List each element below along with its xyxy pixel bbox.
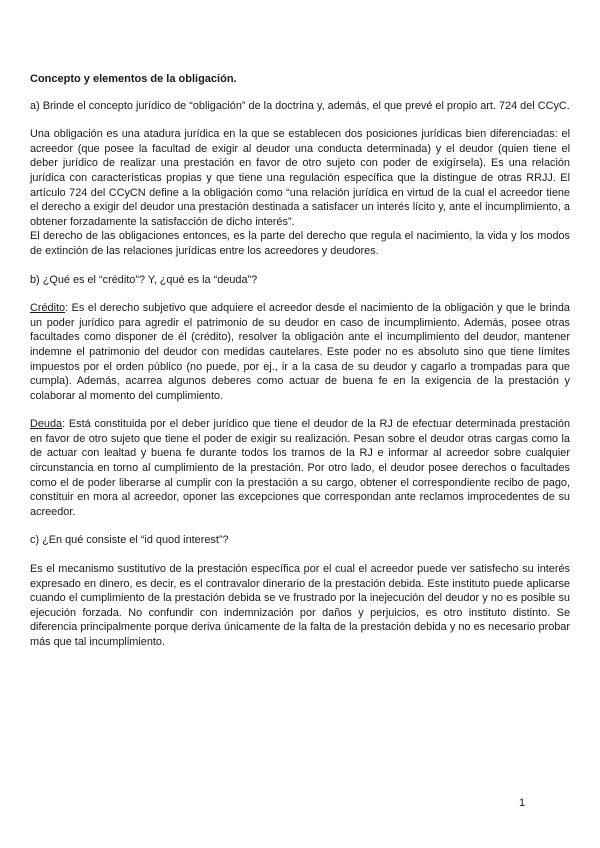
question-b: b) ¿Qué es el “crédito”? Y, ¿qué es la “deuda”? [30, 273, 258, 286]
answer-c-paragraph: Es el mecanismo sustitutivo de la prestación específica por el cual el acreedor puede ver satisfecho su interés expresado en dinero, es decir, es el contravalor dinerario de la prestación debida. Este instituto puede aplicarse cuando el cumplimiento de la prestación debida se ve frustrado por la inejecución del deudor y no es posible su ejecución forzada. No confundir con indemnización por daños y perjuicios, es otro instituto distinto. Se diferencia principalmente porque deriva únicamente de la falta de la prestación debida y no es necesario probar más que tal incumplimiento. [30, 563, 570, 648]
question-c: c) ¿En qué consiste el “id quod interest”? [30, 534, 229, 547]
answer-a-paragraph-2: El derecho de las obligaciones entonces, es la parte del derecho que regula el nacimiento, la vida y los modos de extinción de las relaciones jurídicas entre los acreedores y deudores. [30, 230, 570, 257]
credito-paragraph [30, 301, 570, 403]
deuda-definition: : Está constituida por el deber jurídico que tiene el deudor de la RJ de efectuar determinada prestación en favor de otro sujeto que tiene el poder de exigir su realización. Pesan sobre el deudor otras cargas como la de actuar con lealtad y buena fe durante todos los tramos de la RJ e informar al acreedor sobre cualquier circunstancia en torno al cumplimiento de la prestación. Por otro lado, el deudor posee derechos o facultades como el de poder liberarse al cumplir con la prestación a su cargo, obtener el correspondiente recibo de pago, constituir en mora al acreedor, oponer las excepciones que correspondan ante reclamos improcedentes de su acreedor. [30, 418, 570, 518]
credito-term: Crédito [30, 302, 66, 315]
deuda-paragraph [30, 417, 570, 519]
question-a: a) Brinde el concepto jurídico de “obligación” de la doctrina y, además, el que prevé el propio art. 724 del CCyC. [30, 99, 570, 112]
deuda-term: Deuda [30, 418, 63, 431]
document-title: Concepto y elementos de la obligación. [30, 73, 237, 85]
answer-a-paragraph-1: Una obligación es una atadura jurídica en la que se establecen dos posiciones jurídicas bien diferenciadas: el acreedor (que posee la facultad de exigir al deudor una conducta determinada) y el deudor (quien tiene el deber jurídico de realizar una prestación en favor de otro sujeto con poder de exigírsela). Es una relación jurídica con características propias y que tiene una regulación específica que la distingue de otras RRJJ. El artículo 724 del CCyCN define a la obligación como “una relación jurídica en virtud de la cual el acreedor tiene el derecho a exigir del deudor una prestación destinada a satisfacer un interés lícito y, ante el incumplimiento, a obtener forzadamente la satisfacción de dicho interés”. [30, 128, 570, 228]
document-page [30, 72, 570, 650]
page-number: 1 [519, 797, 526, 809]
credito-definition: : Es el derecho subjetivo que adquiere el acreedor desde el nacimiento de la obligación y que le brinda un poder jurídico para agredir el patrimonio de su deudor en caso de incumplimiento. Además, posee otras facultades como disponer de él (crédito), resolver la obligación ante el incumplimiento del deudor, mantener indemne el patrimonio del deudor con medidas cautelares. Este poder no es absoluto sino que tiene límites impuestos por el orden público (no puede, por ej., ir a la casa de su deudor y cagarlo a trompadas para que cumpla). Además, acarrea algunos deberes como actuar de buena fe en la exigencia de la prestación y colaborar al momento del cumplimiento. [30, 302, 570, 402]
